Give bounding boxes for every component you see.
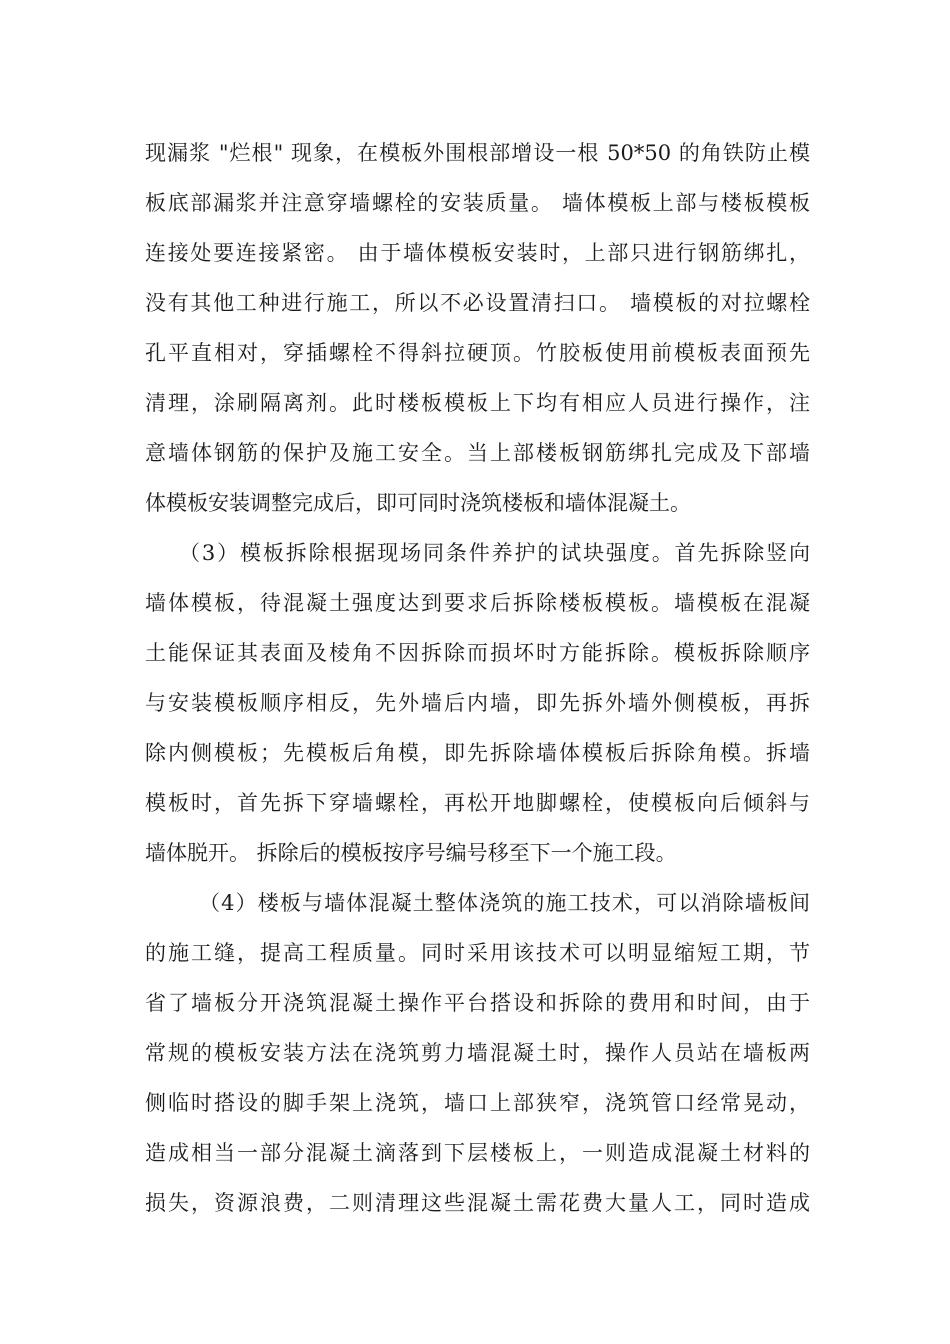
text-line: 土能保证其表面及棱角不因拆除而损坏时方能拆除。模板拆除顺序 — [145, 641, 810, 665]
text-line: 省了墙板分开浇筑混凝土操作平台搭设和拆除的费用和时间，由于 — [145, 991, 810, 1015]
text-line: 板底部漏浆并注意穿墙螺栓的安装质量。 墙体模板上部与楼板模板 — [145, 191, 810, 215]
text-line: 连接处要连接紧密。 由于墙体模板安装时，上部只进行钢筋绑扎， — [145, 241, 810, 265]
text-line: 的施工缝，提高工程质量。同时采用该技术可以明显缩短工期，节 — [145, 941, 810, 965]
text-line: 体模板安装调整完成后，即可同时浇筑楼板和墙体混凝土。 — [145, 491, 691, 515]
text-line: 侧临时搭设的脚手架上浇筑，墙口上部狭窄，浇筑管口经常晃动， — [145, 1091, 810, 1115]
text-line: 意墙体钢筋的保护及施工安全。当上部楼板钢筋绑扎完成及下部墙 — [145, 441, 810, 465]
text-line: 清理，涂刷隔离剂。此时楼板模板上下均有相应人员进行操作，注 — [145, 391, 810, 415]
text-line: 除内侧模板；先模板后角模，即先拆除墙体模板后拆除角模。拆墙 — [145, 741, 810, 765]
paragraph-continuation — [145, 128, 810, 528]
text-line: 造成相当一部分混凝土滴落到下层楼板上，一则造成混凝土材料的 — [145, 1141, 810, 1165]
paragraph-formwork-removal — [145, 528, 810, 878]
text-line: （4）楼板与墙体混凝土整体浇筑的施工技术，可以消除墙板间 — [199, 891, 810, 915]
text-line: 常规的模板安装方法在浇筑剪力墙混凝土时，操作人员站在墙板两 — [145, 1041, 810, 1065]
text-line: 没有其他工种进行施工，所以不必设置清扫口。 墙模板的对拉螺栓 — [145, 291, 810, 315]
document-body — [145, 128, 810, 1228]
text-line: （3）模板拆除根据现场同条件养护的试块强度。首先拆除竖向 — [179, 541, 810, 565]
paragraph-integral-pouring — [145, 878, 810, 1228]
text-line: 墙体模板，待混凝土强度达到要求后拆除楼板模板。墙模板在混凝 — [145, 591, 810, 615]
text-line: 孔平直相对，穿插螺栓不得斜拉硬顶。竹胶板使用前模板表面预先 — [145, 341, 810, 365]
text-line: 墙体脱开。 拆除后的模板按序号编号移至下一个施工段。 — [145, 841, 677, 865]
text-line: 现漏浆 "烂根" 现象，在模板外围根部增设一根 50*50 的角铁防止模 — [145, 141, 810, 165]
text-line: 损失，资源浪费，二则清理这些混凝土需花费大量人工，同时造成 — [145, 1191, 810, 1215]
text-line: 与安装模板顺序相反，先外墙后内墙，即先拆外墙外侧模板，再拆 — [145, 691, 810, 715]
text-line: 模板时，首先拆下穿墙螺栓，再松开地脚螺栓，使模板向后倾斜与 — [145, 791, 810, 815]
